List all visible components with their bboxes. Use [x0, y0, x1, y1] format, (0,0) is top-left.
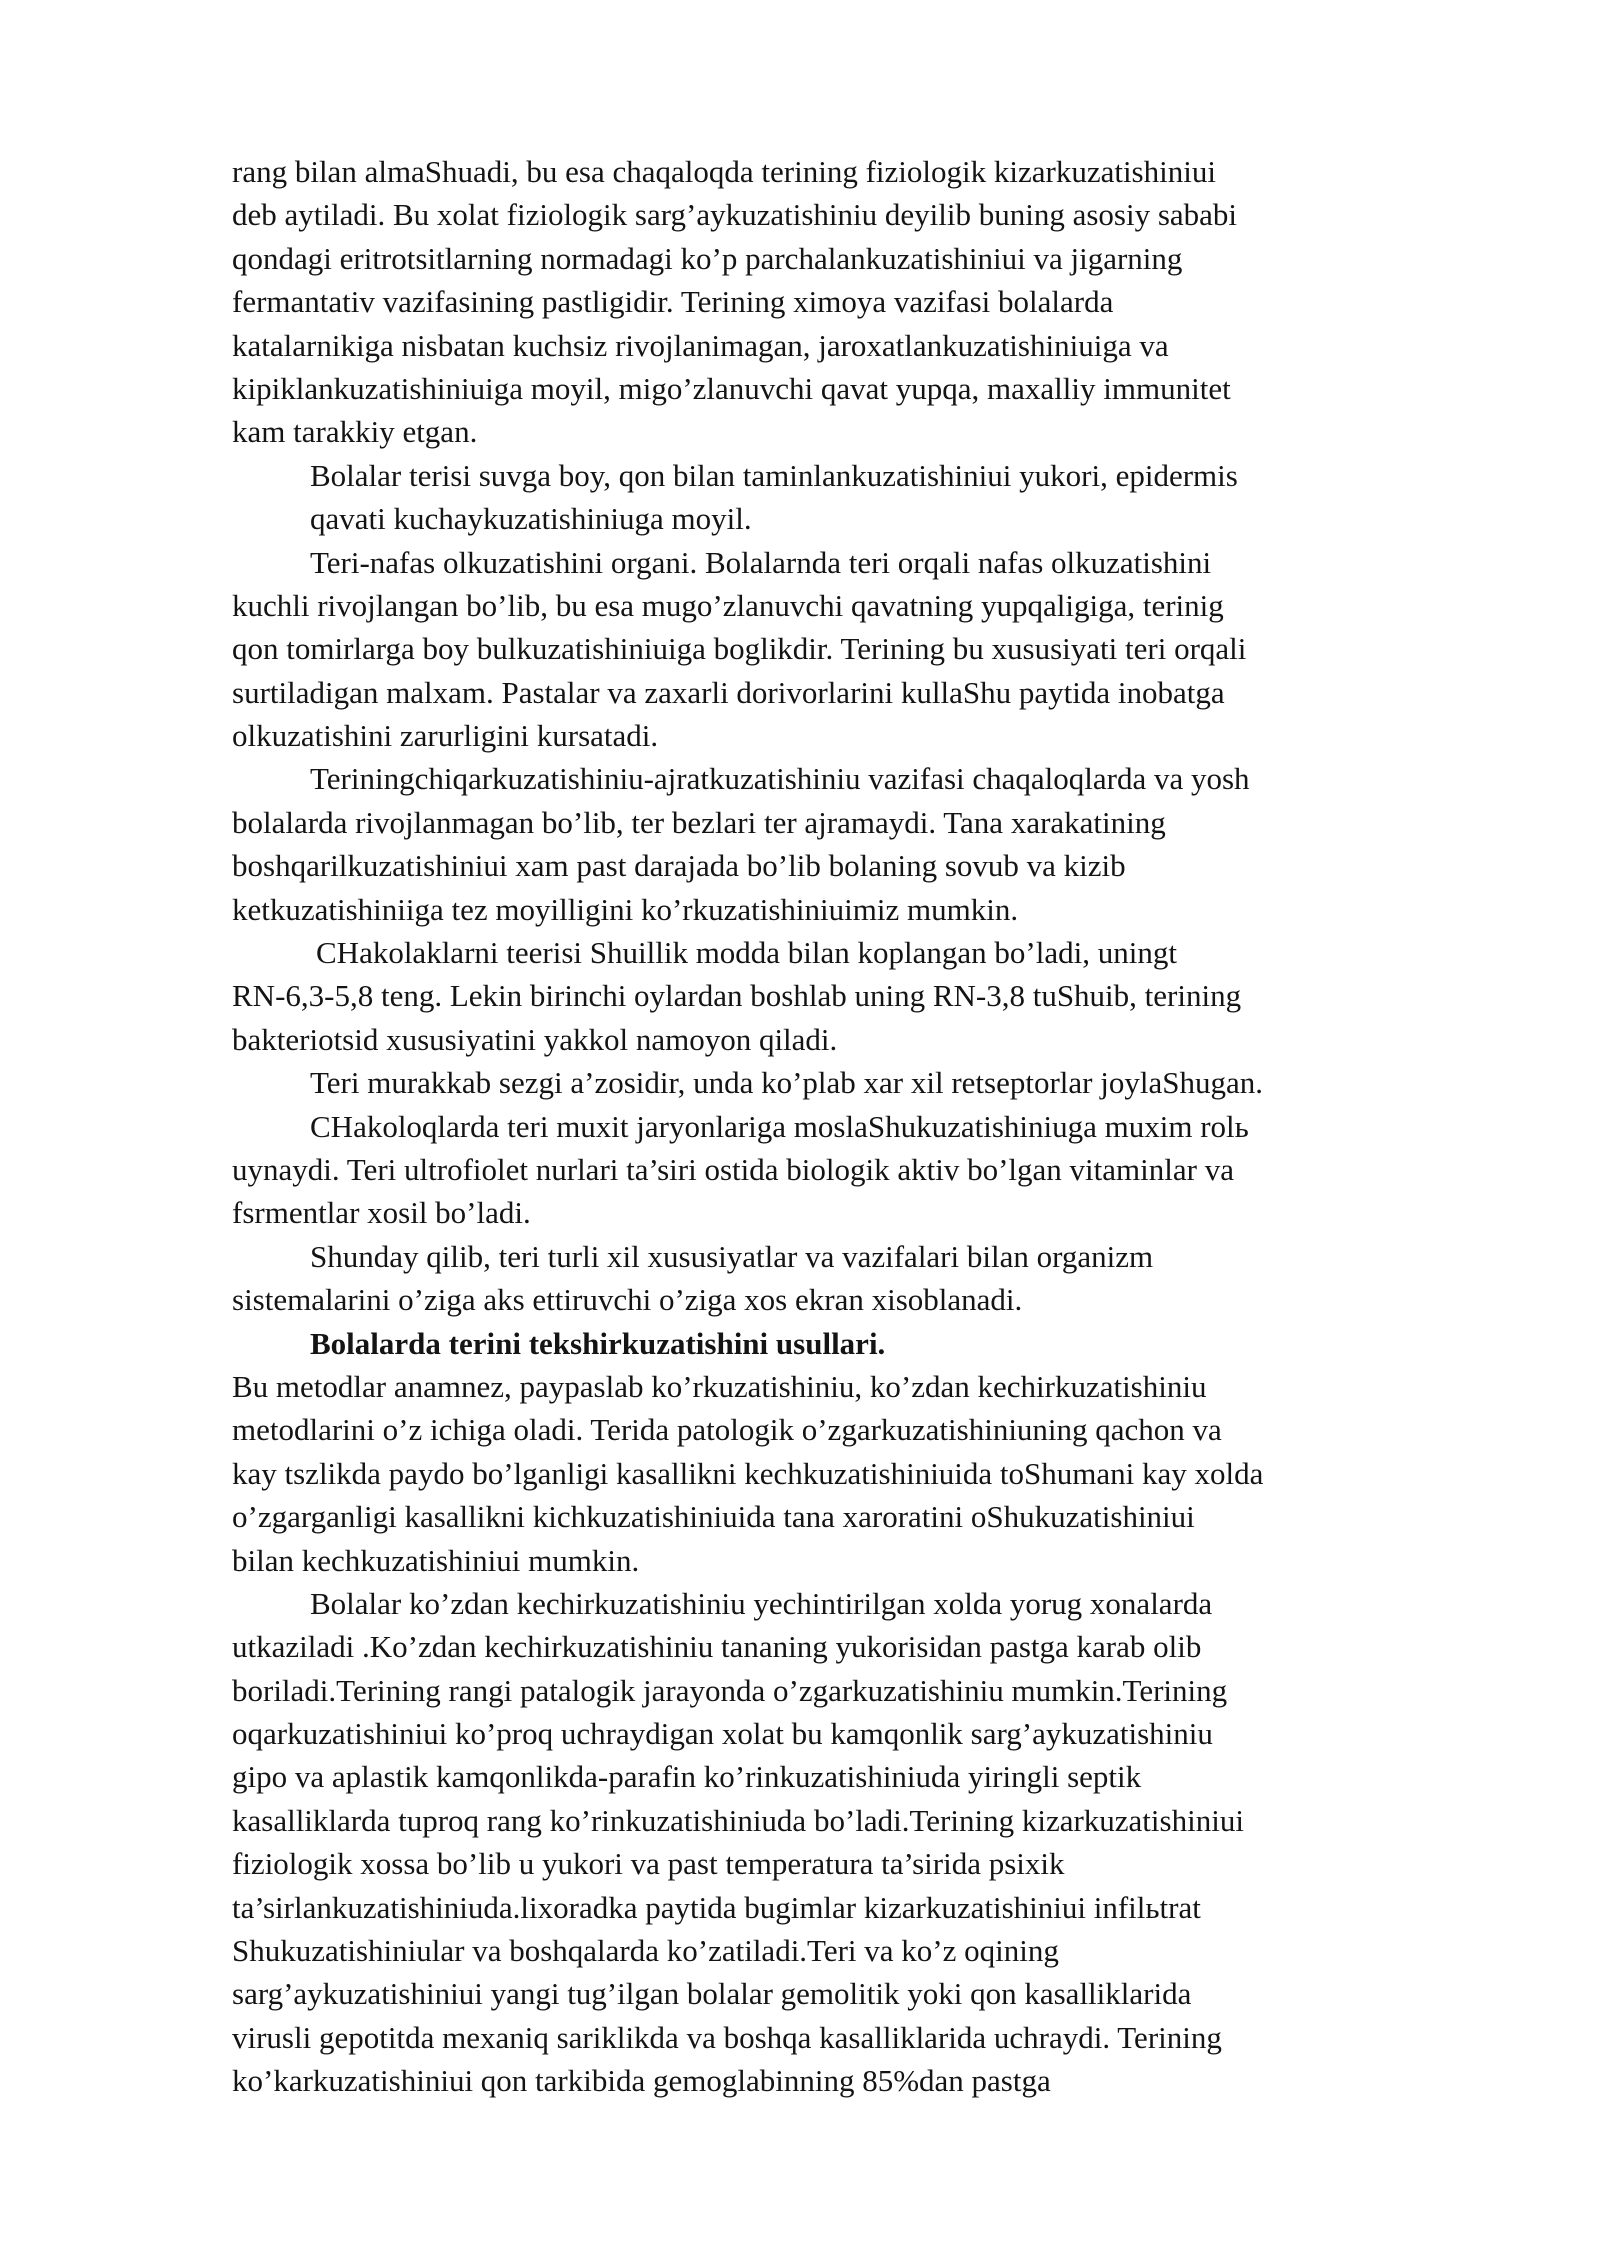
text-line: qon tomirlarga boy bulkuzatishiniuiga boglikdir. Terining bu xususiyati teri orqali: [232, 631, 1247, 667]
text-line: Bu metodlar anamnez, paypaslab ko’rkuzatishiniu, ko’zdan kechirkuzatishiniu: [232, 1368, 1207, 1404]
text-line: sistemalarini o’ziga aks ettiruvchi o’ziga xos ekran xisoblanadi.: [232, 1282, 1023, 1318]
text-line: rang bilan almaShuadi, bu esa chaqaloqda terining fiziologik kizarkuzatishiniui: [232, 154, 1216, 189]
text-line: Shukuzatishiniular va boshqalarda ko’zatiladi.Teri va ko’z oqining: [232, 1933, 1059, 1969]
text-line: ta’sirlankuzatishiniuda.lixoradka paytida bugimlar kizarkuzatishiniui infilьtrat: [232, 1889, 1201, 1925]
text-line: Bolalar terisi suvga boy, qon bilan taminlankuzatishiniui yukori, epidermis: [310, 457, 1238, 493]
text-line: bolalarda rivojlanmagan bo’lib, ter bezlari ter ajramaydi. Tana xarakatining: [232, 804, 1166, 840]
text-line: fermantativ vazifasining pastligidir. Terining ximoya vazifasi bolalarda: [232, 284, 1114, 320]
text-line: kam tarakkiy etgan.: [232, 414, 478, 450]
text-line: boriladi.Terining rangi patalogik jarayonda o’zgarkuzatishiniu mumkin.Terining: [232, 1672, 1228, 1708]
text-line: sarg’aykuzatishiniui yangi tug’ilgan bolalar gemolitik yoki qon kasalliklarida: [232, 1976, 1192, 2012]
text-line: bilan kechkuzatishiniui mumkin.: [232, 1542, 640, 1578]
text-line: ketkuzatishiniiga tez moyilligini ko’rkuzatishiniuimiz mumkin.: [232, 891, 1019, 927]
text-line: gipo va aplastik kamqonlikda-parafin ko’rinkuzatishiniuda yiringli septik: [232, 1759, 1142, 1795]
text-line: Teriningchiqarkuzatishiniu-ajratkuzatishiniu vazifasi chaqaloqlarda va yosh: [310, 761, 1250, 797]
text-line: surtiladigan malxam. Pastalar va zaxarli dorivorlarini kullaShu paytida inobatga: [232, 674, 1225, 710]
text-line: qavati kuchaykuzatishiniuga moyil.: [310, 501, 752, 537]
text-line: fsrmentlar xosil bo’ladi.: [232, 1195, 531, 1231]
text-line: virusli gepotitda mexaniq sariklikda va boshqa kasalliklarida uchraydi. Terining: [232, 2019, 1222, 2055]
text-line: CHakolaklarni teerisi Shuillik modda bilan koplangan bo’ladi, uningt: [316, 935, 1177, 971]
text-line: Shunday qilib, teri turli xil xususiyatlar va vazifalari bilan organizm: [310, 1238, 1154, 1274]
text-line: olkuzatishini zarurligini kursatadi.: [232, 718, 659, 754]
text-line: o’zgarganligi kasallikni kichkuzatishiniuida tana xaroratini oShukuzatishiniui: [232, 1499, 1195, 1535]
text-line: CHakoloqlarda teri muxit jaryonlariga moslaShukuzatishiniuga muxim rolь: [310, 1108, 1249, 1144]
text-line: RN-6,3-5,8 teng. Lekin birinchi oylardan boshlab uning RN-3,8 tuShuib, terining: [232, 978, 1242, 1014]
text-line: oqarkuzatishiniui ko’proq uchraydigan xolat bu kamqonlik sarg’aykuzatishiniu: [232, 1716, 1213, 1752]
text-line: deb aytiladi. Bu xolat fiziologik sarg’aykuzatishiniu deyilib buning asosiy sababi: [232, 197, 1238, 233]
text-line: utkaziladi .Ko’zdan kechirkuzatishiniu tananing yukorisidan pastga karab olib: [232, 1629, 1202, 1665]
text-line: uynaydi. Teri ultrofiolet nurlari ta’siri ostida biologik aktiv bo’lgan vitaminlar va: [232, 1151, 1234, 1187]
text-line: Teri-nafas olkuzatishini organi. Bolalarnda teri orqali nafas olkuzatishini: [310, 544, 1212, 580]
text-line: bakteriotsid xususiyatini yakkol namoyon qiladi.: [232, 1021, 838, 1057]
section-heading: Bolalarda terini tekshirkuzatishini usullari.: [310, 1325, 886, 1361]
text-line: kasalliklarda tuproq rang ko’rinkuzatishiniuda bo’ladi.Terining kizarkuzatishiniui: [232, 1802, 1244, 1838]
text-line: boshqarilkuzatishiniui xam past darajada bo’lib bolaning sovub va kizib: [232, 848, 1126, 884]
text-line: kuchli rivojlangan bo’lib, bu esa mugo’zlanuvchi qavatning yupqaligiga, terinig: [232, 587, 1224, 623]
text-line: fiziologik xossa bo’lib u yukori va past temperatura ta’sirida psixik: [232, 1846, 1065, 1882]
text-line: qondagi eritrotsitlarning normadagi ko’p parchalankuzatishiniui va jigarning: [232, 240, 1183, 276]
text-line: kay tszlikda paydo bo’lganligi kasallikni kechkuzatishiniuida toShumani kay xolda: [232, 1455, 1264, 1491]
text-line: katalarnikiga nisbatan kuchsiz rivojlanimagan, jaroxatlankuzatishiniuiga va: [232, 327, 1169, 363]
text-line: metodlarini o’z ichiga oladi. Terida patologik o’zgarkuzatishiniuning qachon va: [232, 1412, 1222, 1448]
text-line: kipiklankuzatishiniuiga moyil, migo’zlanuvchi qavat yupqa, maxalliy immunitet: [232, 370, 1231, 406]
text-line: Bolalar ko’zdan kechirkuzatishiniu yechintirilgan xolda yorug xonalarda: [310, 1585, 1213, 1621]
document-page: [232, 150, 1532, 2103]
text-line: Teri murakkab sezgi a’zosidir, unda ko’plab xar xil retseptorlar joylaShugan.: [310, 1065, 1263, 1101]
text-line: ko’karkuzatishiniui qon tarkibida gemoglabinning 85%dan pastga: [232, 2063, 1051, 2099]
